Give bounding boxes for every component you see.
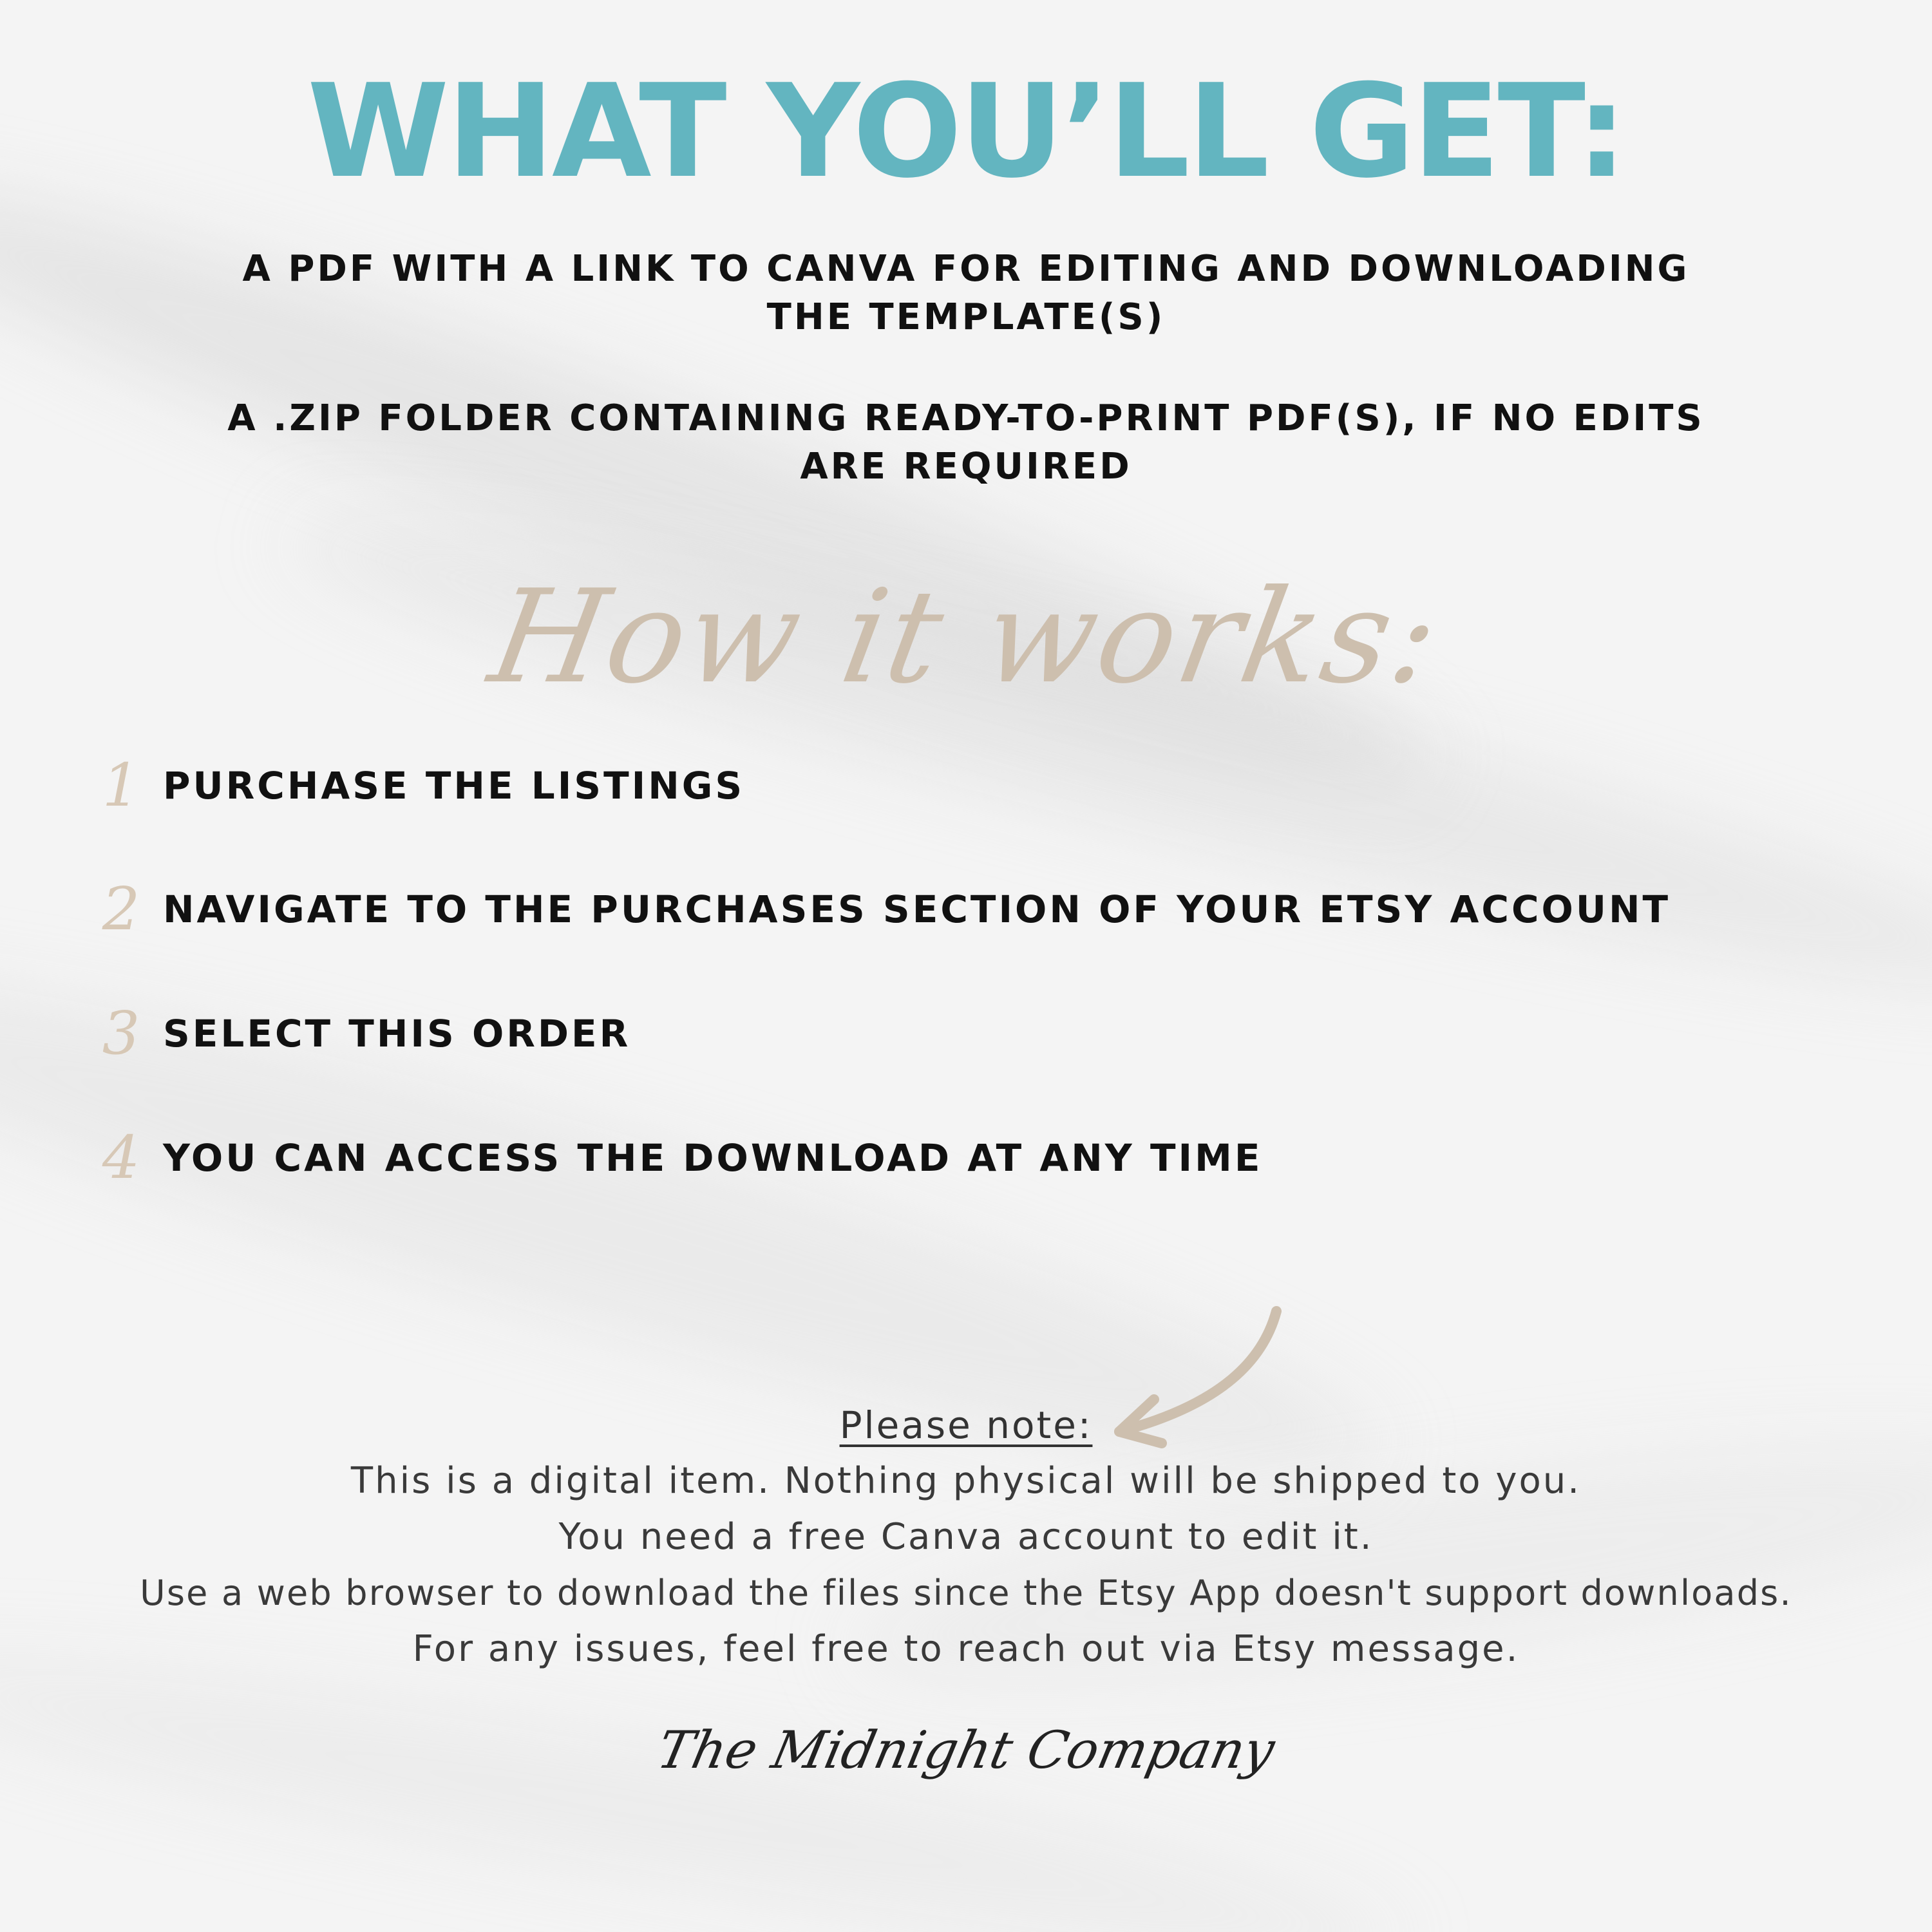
step-number: 2 <box>102 875 140 943</box>
step-text: PURCHASE THE LISTINGS <box>163 764 745 808</box>
note-line: For any issues, feel free to reach out via Etsy message. <box>412 1628 1520 1670</box>
note-line: This is a digital item. Nothing physical will be shipped to you. <box>350 1460 1582 1502</box>
how-it-works-heading: How it works: <box>480 562 1452 712</box>
note-line: Use a web browser to download the files since the Etsy App doesn't support downloads. <box>140 1573 1792 1613</box>
step-item <box>0 1122 1932 1193</box>
step-number: 1 <box>102 751 140 820</box>
step-text: SELECT THIS ORDER <box>163 1012 631 1056</box>
note-heading-text: Please note: <box>839 1403 1093 1447</box>
page-title: WHAT YOU’LL GET: <box>307 57 1625 207</box>
step-number: 4 <box>102 1123 140 1192</box>
step-item <box>0 874 1932 945</box>
step-number: 3 <box>102 999 140 1068</box>
signature: The Midnight Company <box>652 1720 1280 1780</box>
step-item <box>0 998 1932 1069</box>
note-line: You need a free Canva account to edit it. <box>558 1516 1374 1558</box>
deliverable-item: A .ZIP FOLDER CONTAINING READY-TO-PRINT PDF(S), IF NO EDITS ARE REQUIRED <box>227 397 1705 488</box>
deliverable-item: A PDF WITH A LINK TO CANVA FOR EDITING AND DOWNLOADING THE TEMPLATE(S) <box>242 248 1690 338</box>
step-text: NAVIGATE TO THE PURCHASES SECTION OF YOUR ETSY ACCOUNT <box>163 887 1671 931</box>
step-text: YOU CAN ACCESS THE DOWNLOAD AT ANY TIME <box>163 1136 1263 1180</box>
step-item <box>0 750 1932 821</box>
note-heading <box>0 1401 1932 1450</box>
